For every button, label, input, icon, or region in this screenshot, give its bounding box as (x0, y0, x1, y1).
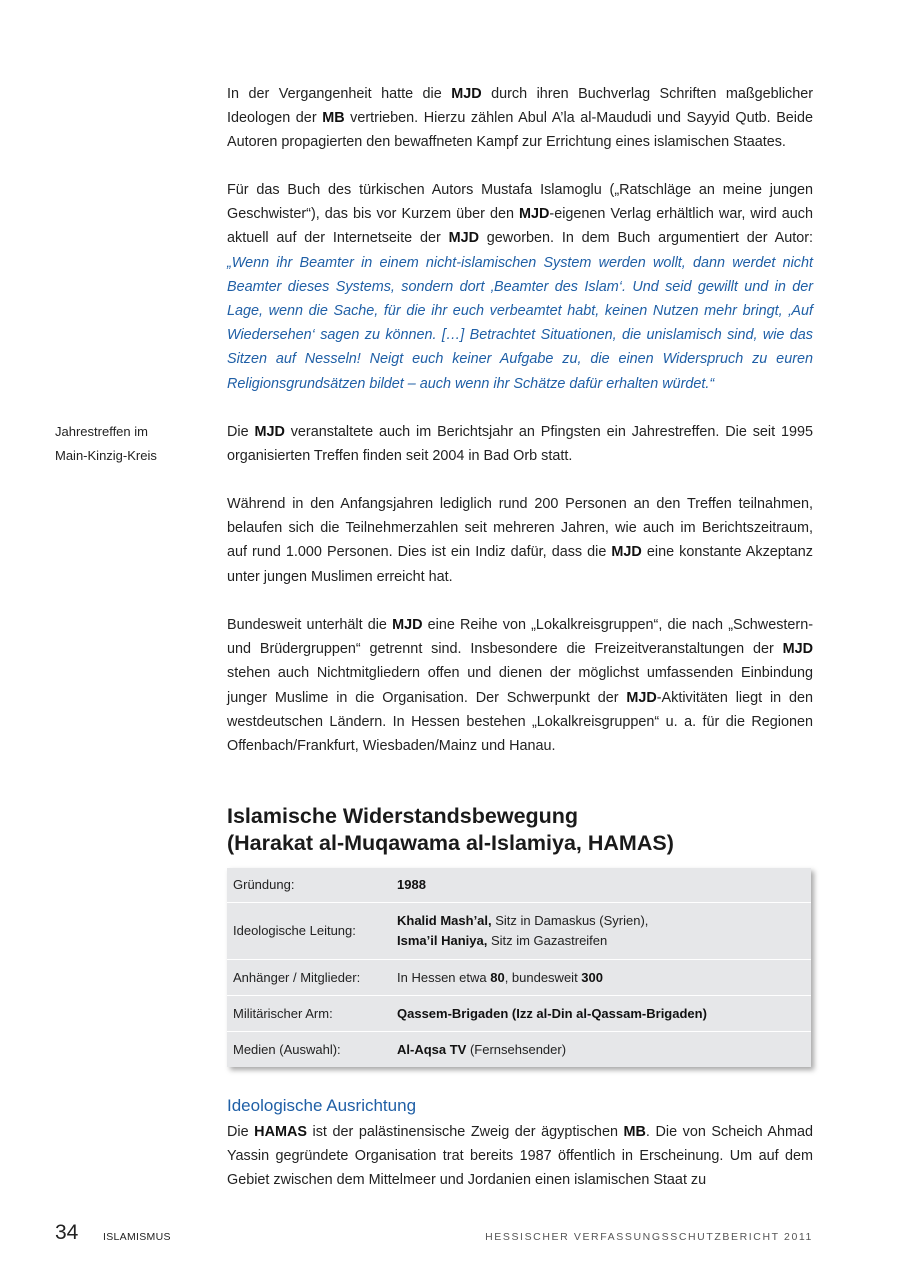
factbox-row-founding (227, 868, 811, 903)
title-line: Islamische Widerstandsbewegung (227, 804, 579, 828)
paragraph-mjd-book-publisher (227, 82, 813, 155)
media-name: Al-Aqsa TV (397, 1041, 467, 1057)
factbox-label: Ideologische Leitung: (233, 923, 356, 938)
factbox-value (397, 968, 811, 988)
media-type: (Fernsehsender) (466, 1041, 567, 1057)
member-count-hessen: 80 (490, 969, 505, 985)
blue-quote: „Wenn ihr Beamter in einem nicht-islamischen System werden wollt, dann werdet nicht Beamter dieses Systems, sondern dort ‚Beamter des Islam‘. Und seid gewillt und in der Lage, wenn die Sache, für die ihr euch verbeamtet habt, keinen Nutzen mehr bringt, ‚Auf Wiedersehen‘ sagen zu können. […] Betrachtet Situationen, die unislamisch sind, wie das Sitzen auf Nesseln! Neigt euch keiner Aufgabe zu, die einen Widerspruch zu euren Religionsgrundsätzen bildet – auch wenn ihr Schätze dafür erhalten würdet.“ (227, 254, 813, 392)
leader-line (397, 931, 811, 951)
text: stehen auch Nichtmitgliedern offen und dienen der möglichst umfassenden Einbindung junger Muslime in die Organisation. Der Schwerpunkt der (227, 665, 813, 706)
subheading-ideology: Ideologische Ausrichtung (227, 1096, 417, 1115)
text: geworben. In dem Buch argumentiert der Autor: (478, 230, 814, 247)
footer-report-title: HESSISCHER VERFASSUNGSSCHUTZBERICHT 2011 (485, 1231, 813, 1243)
bold-mjd: MJD (448, 230, 479, 247)
text: eine Reihe von „Lokalkreisgruppen“, die nach „Schwestern- und Brüdergruppen“ getrennt sind. Insbesondere die Freizeitveranstaltungen der (227, 617, 813, 658)
bold-mjd: MJD (782, 641, 813, 658)
leader-line (397, 911, 811, 931)
leader-seat: Sitz im Gazastreifen (487, 933, 608, 948)
section-title-hamas (227, 803, 813, 857)
factbox-row-military (227, 996, 811, 1032)
bold-mb: MB (322, 110, 345, 127)
bold-mjd: MJD (626, 689, 657, 706)
factbox-row-media (227, 1032, 811, 1067)
text: vertrieben. Hierzu zählen Abul A’la al-Maududi und Sayyid Qutb. Beide Autoren propagierten den bewaffneten Kampf zur Errichtung eines islamischen Staates. (227, 110, 813, 151)
founding-year: 1988 (397, 877, 426, 892)
factbox-row-members (227, 960, 811, 996)
text: Die (227, 1124, 255, 1140)
factbox-value (397, 875, 811, 895)
military-wing-name: Qassem-Brigaden (Izz al-Din al-Qassam-Brigaden) (397, 1005, 707, 1021)
text: Während in den Anfangsjahren lediglich rund 200 Personen an den Treffen teilnahmen, belaufen sich die Teilnehmerzahlen seit mehreren Jahren, wie auch im Berichtszeitraum, auf rund 1.000 Personen. Dies ist ein Indiz dafür, dass die (227, 496, 813, 561)
text: ist der palästinensische Zweig der ägyptischen (306, 1124, 624, 1140)
text: In Hessen etwa (397, 969, 491, 985)
factbox-value (397, 1040, 811, 1060)
paragraph-local-groups (227, 613, 813, 758)
sidenote-line: Jahrestreffen im (55, 424, 148, 439)
bold-mjd: MJD (254, 424, 285, 440)
member-count-federal: 300 (581, 969, 603, 985)
factbox-row-leadership (227, 903, 811, 960)
text: Für das Buch des türkischen Autors Mustafa Islamoglu („Ratschläge an meine jungen Geschwister“), das bis vor Kurzem über den (227, 182, 813, 223)
bold-mb: MB (623, 1124, 646, 1140)
factbox-value (397, 911, 811, 951)
text: -eigenen Verlag erhältlich war, wird auch aktuell auf der Internetseite der (227, 206, 813, 247)
title-line: (Harakat al-Muqawama al-Islamiya, HAMAS) (227, 831, 674, 855)
factbox-value (397, 1004, 811, 1024)
text: durch ihren Buchverlag Schriften maßgeblicher Ideologen der (227, 86, 814, 127)
footer-section-name: ISLAMISMUS (103, 1231, 171, 1243)
factbox-label: Medien (Auswahl): (233, 1041, 341, 1057)
leader-name: Khalid Mash’al, (397, 913, 492, 928)
leader-name: Isma’il Haniya, (397, 933, 488, 948)
text: veranstaltete auch im Berichtsjahr an Pfingsten ein Jahrestreffen. Die seit 1995 organisierten Treffen finden seit 2004 in Bad Orb statt. (227, 424, 813, 465)
paragraph-hamas-origin (227, 1120, 813, 1193)
bold-mjd: MJD (519, 206, 550, 223)
text: eine konstante Akzeptanz unter jungen Muslimen erreicht hat. (227, 544, 813, 585)
page-number: 34 (55, 1221, 79, 1244)
factbox-label: Gründung: (233, 877, 295, 892)
bold-mjd: MJD (392, 617, 423, 633)
bold-mjd: MJD (451, 86, 482, 102)
paragraph-annual-meeting (227, 420, 813, 468)
text: In der Vergangenheit hatte die (227, 86, 452, 102)
paragraph-islamoglu-book (227, 178, 813, 396)
hamas-factbox (227, 868, 811, 1067)
paragraph-participants (227, 492, 813, 589)
text: . Die von Scheich Ahmad Yassin gegründete Organisation trat bereits 1987 öffentlich in Erscheinung. Um auf dem Gebiet zwischen dem Mittelmeer und Jordanien einen islamischen Staat zu (227, 1124, 814, 1189)
leader-seat: Sitz in Damaskus (Syrien), (491, 913, 649, 928)
factbox-label: Militärischer Arm: (233, 1005, 333, 1021)
text: Die (227, 424, 255, 440)
sidenote-line: Main-Kinzig-Kreis (55, 448, 157, 464)
bold-mjd: MJD (611, 544, 642, 561)
factbox-label: Anhänger / Mitglieder: (233, 969, 361, 985)
text: Bundesweit unterhält die (227, 617, 393, 633)
text: , bundesweit (504, 969, 582, 985)
bold-hamas: HAMAS (254, 1124, 307, 1140)
sidenote-jahrestreffen (55, 420, 215, 468)
text: -Aktivitäten liegt in den westdeutschen Ländern. In Hessen bestehen „Lokalkreisgruppen“ u. a. für die Regionen Offenbach/Frankfurt, Wiesbaden/Mainz und Hanau. (227, 689, 813, 755)
